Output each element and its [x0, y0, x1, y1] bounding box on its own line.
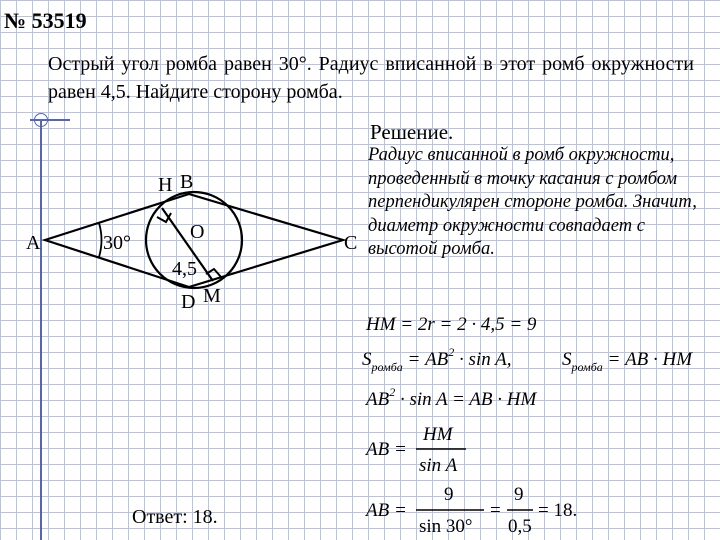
formula-result: AB =: [366, 500, 407, 521]
formula-ab-numerator: HM: [423, 424, 453, 445]
formula-result-den2: 0,5: [508, 516, 532, 537]
problem-number: № 53519: [4, 8, 87, 33]
angle-arc: [99, 223, 102, 257]
formula-area-1: $S_{ромба} = AB^2 \cdot \sin A$,: [362, 345, 512, 374]
formula-result-num2: 9: [514, 484, 524, 505]
formula-equality: $AB^2 \cdot \sin A$ = AB · HM: [366, 385, 537, 410]
formula-ab: AB =: [366, 439, 407, 460]
label-c: C: [344, 232, 358, 254]
label-h: H: [158, 174, 173, 196]
formula-result-num1: 9: [444, 484, 454, 505]
answer-text: Ответ: 18.: [132, 506, 218, 528]
solution-heading: Решение.: [370, 120, 454, 144]
angle-label: 30°: [103, 232, 131, 254]
formula-ab-denominator: sin A: [419, 455, 458, 476]
label-b: B: [180, 171, 194, 193]
formula-result-value: = 18.: [538, 500, 578, 521]
label-a: A: [26, 232, 41, 254]
formula-hm: HM = 2r = 2 · 4,5 = 9: [366, 314, 537, 335]
formula-result-eq: =: [490, 500, 501, 521]
label-m: M: [203, 285, 221, 307]
label-o: O: [190, 221, 205, 243]
right-angle-mark-h: [157, 213, 171, 222]
problem-text: Острый угол ромба равен 30°. Радиус вписанной в этот ромб окружности равен 4,5. Найдите сторону ромба.: [48, 53, 694, 103]
formula-result-den1: sin 30°: [419, 516, 473, 537]
solution-explanation: Радиус вписанной в ромб окружности, проведенный в точку касания с ромбом перпендикулярен стороне ромба. Значит, диаметр окружности совпадает с высотой ромба.: [368, 145, 697, 259]
formula-area-2: $S_{ромба}$ = AB · HM: [562, 349, 693, 374]
label-d: D: [181, 291, 196, 313]
radius-label: 4,5: [172, 258, 197, 280]
